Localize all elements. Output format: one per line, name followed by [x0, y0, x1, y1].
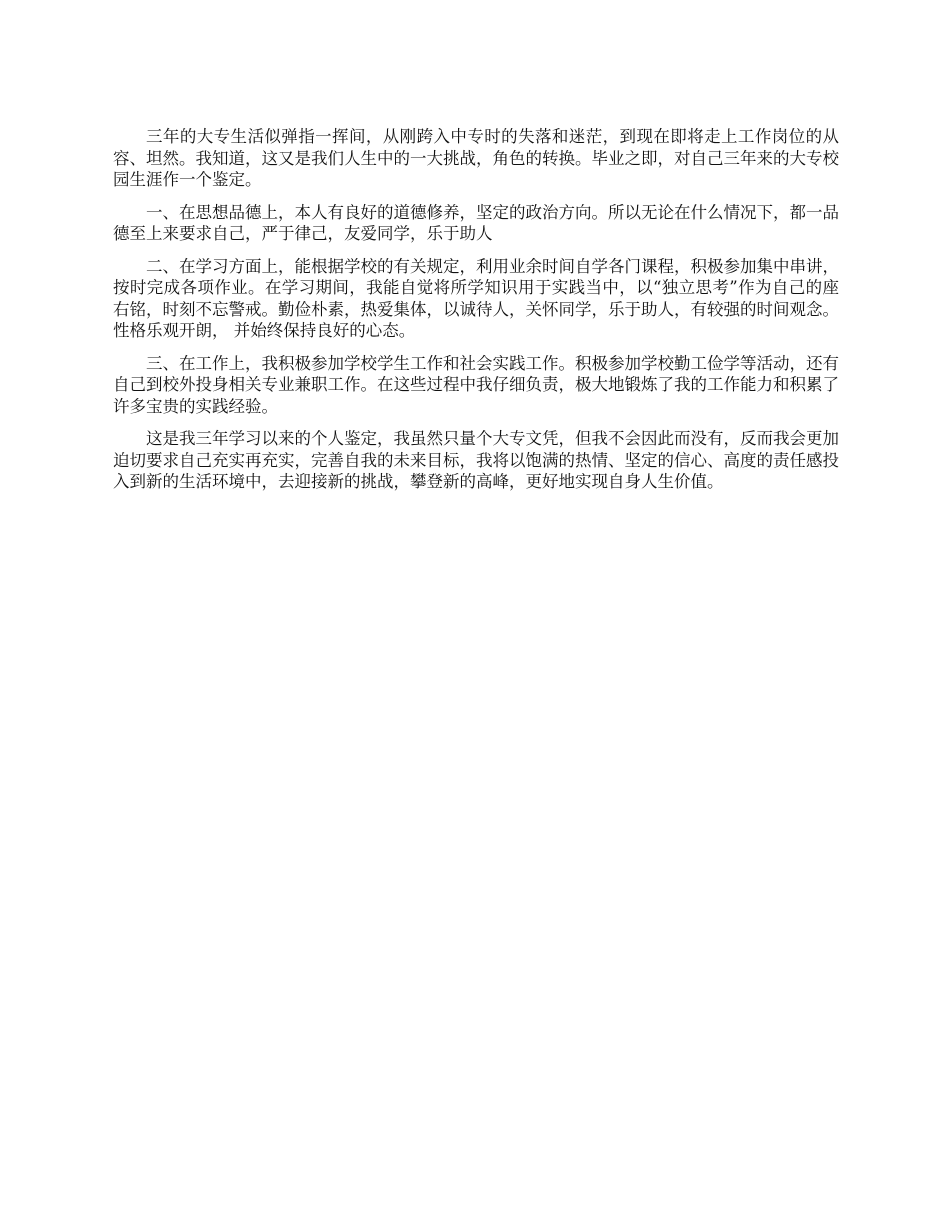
paragraph-moral: 一、在思想品德上，本人有良好的道德修养，坚定的政治方向。所以无论在什么情况下，都一品德至上来要求自己，严于律己，友爱同学，乐于助人	[113, 202, 839, 243]
paragraph-study: 二、在学习方面上，能根据学校的有关规定，利用业余时间自学各门课程，积极参加集中串讲，按时完成各项作业。在学习期间，我能自觉将所学知识用于实践当中，以“独立思考”作为自己的座右铭，时刻不忘警戒。勤俭朴素，热爱集体，以诚待人，关怀同学，乐于助人，有较强的时间观念。性格乐观开朗， 并始终保持良好的心态。	[113, 256, 839, 340]
paragraph-work: 三、在工作上，我积极参加学校学生工作和社会实践工作。积极参加学校勤工俭学等活动，还有自己到校外投身相关专业兼职工作。在这些过程中我仔细负责，极大地锻炼了我的工作能力和积累了许多宝贵的实践经验。	[113, 353, 839, 416]
paragraph-conclusion: 这是我三年学习以来的个人鉴定，我虽然只量个大专文凭，但我不会因此而没有，反而我会更加迫切要求自己充实再充实，完善自我的未来目标，我将以饱满的热情、坚定的信心、高度的责任感投入到新的生活环境中，去迎接新的挑战，攀登新的高峰，更好地实现自身人生价值。	[113, 429, 839, 491]
document-body	[113, 126, 839, 504]
paragraph-intro: 三年的大专生活似弹指一挥间，从刚跨入中专时的失落和迷茫，到现在即将走上工作岗位的从容、坦然。我知道，这又是我们人生中的一大挑战，角色的转换。毕业之即，对自己三年来的大专校园生涯作一个鉴定。	[113, 127, 839, 189]
